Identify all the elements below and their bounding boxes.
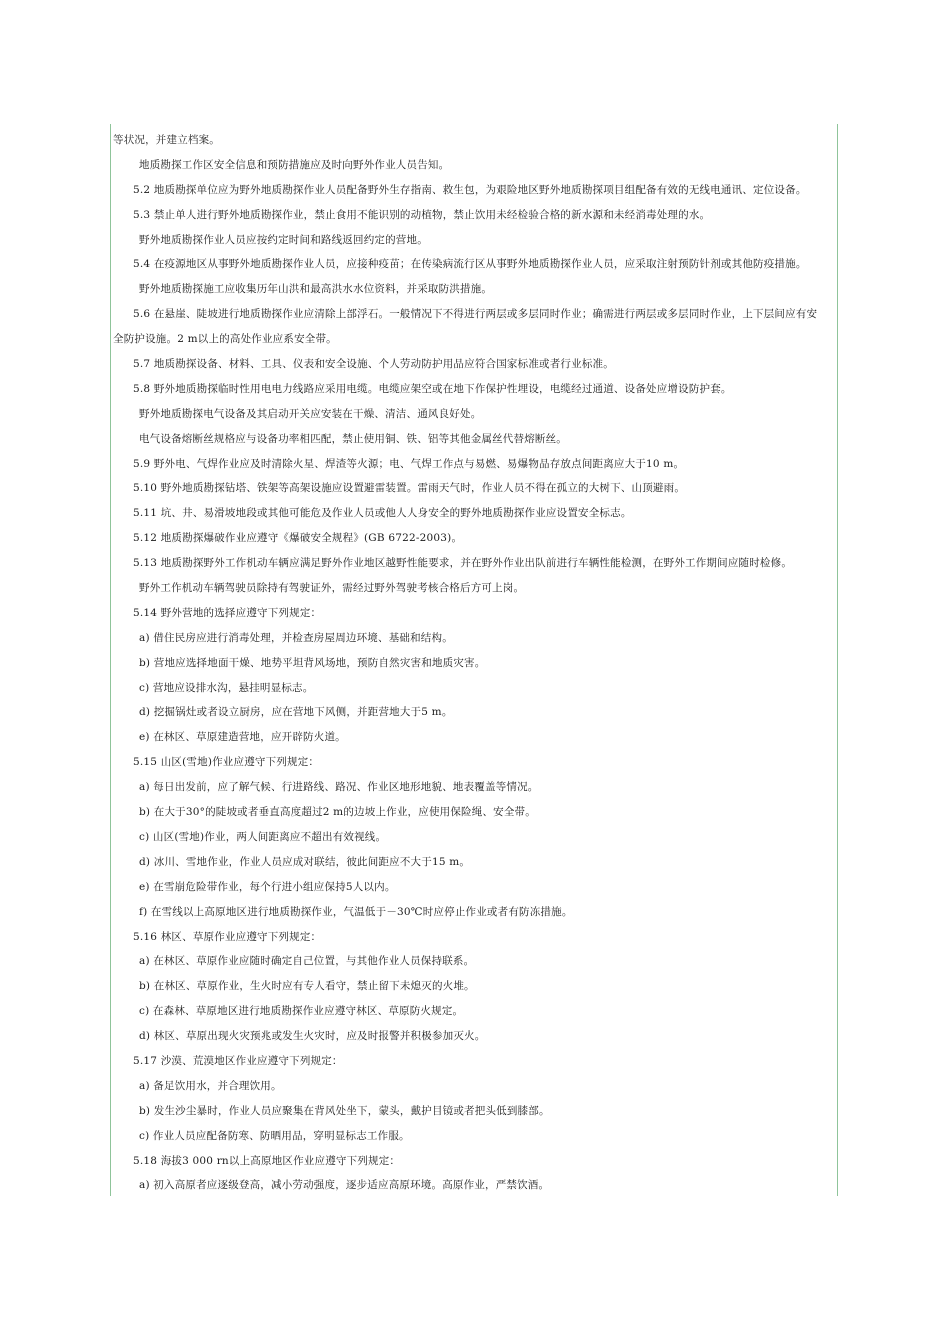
text-line: d) 挖掘锅灶或者设立厨房，应在营地下风侧，并距营地大于5 m。: [139, 706, 453, 719]
text-line: b) 在大于30°的陡坡或者垂直高度超过2 m的边坡上作业，应使用保险绳、安全带。: [139, 806, 536, 819]
text-line: d) 冰川、雪地作业，作业人员应成对联结，彼此间距应不大于15 m。: [139, 855, 471, 868]
text-line: 野外工作机动车辆驾驶员除持有驾驶证外，需经过野外驾驶考核合格后方可上岗。: [139, 582, 525, 595]
text-line: 5.13 地质勘探野外工作机动车辆应满足野外作业地区越野性能要求，并在野外作业出队前进行车辆性能检测，在野外工作期间应随时检修。: [133, 557, 793, 570]
text-line: 等状况，并建立档案。: [113, 134, 220, 146]
text-line: 5.14 野外营地的选择应遵守下列规定：: [133, 606, 322, 619]
text-line: 5.16 林区、草原作业应遵守下列规定：: [133, 930, 322, 943]
text-line: 5.2 地质勘探单位应为野外地质勘探作业人员配备野外生存指南、救生包，为艰险地区野外地质勘探项目组配备有效的无线电通讯、定位设备。: [133, 183, 807, 196]
text-line: c) 山区(雪地)作业，两人间距离应不超出有效视线。: [139, 830, 387, 843]
text-line: f) 在雪线以上高原地区进行地质勘探作业，气温低于－30℃时应停止作业或者有防冻措施。: [139, 905, 573, 918]
text-line: d) 林区、草原出现火灾预兆或发生火灾时，应及时报警并积极参加灭火。: [139, 1030, 486, 1043]
text-line: b) 在林区、草原作业，生火时应有专人看守，禁止留下未熄灭的火堆。: [139, 980, 475, 993]
document-body: [111, 124, 837, 1196]
text-line: 5.8 野外地质勘探临时性用电电力线路应采用电缆。电缆应架空或在地下作保护性埋设，电缆经过通道、设备处应增设防护套。: [133, 382, 732, 395]
text-line: 野外地质勘探施工应收集历年山洪和最高洪水水位资料，并采取防洪措施。: [139, 283, 493, 296]
text-line: 5.18 海拔3 000 rn以上高原地区作业应遵守下列规定：: [133, 1154, 401, 1167]
text-line: 5.3 禁止单人进行野外地质勘探作业，禁止食用不能识别的动植物，禁止饮用未经检验合格的新水源和未经消毒处理的水。: [133, 208, 711, 221]
text-line: 5.17 沙漠、荒漠地区作业应遵守下列规定：: [133, 1054, 343, 1067]
text-line: 5.12 地质勘探爆破作业应遵守《爆破安全规程》(GB 6722-2003)。: [133, 532, 463, 545]
text-line: b) 营地应选择地面干燥、地势平坦背风场地，预防自然灾害和地质灾害。: [139, 656, 486, 669]
text-line: a) 每日出发前，应了解气候、行进路线、路况、作业区地形地貌、地表覆盖等情况。: [139, 781, 539, 794]
text-line: c) 营地应设排水沟，悬挂明显标志。: [139, 681, 314, 694]
text-line: a) 在林区、草原作业应随时确定自己位置，与其他作业人员保持联系。: [139, 955, 475, 968]
text-line: b) 发生沙尘暴时，作业人员应聚集在背风处坐下，蒙头，戴护目镜或者把头低到膝部。: [139, 1104, 550, 1117]
text-line: 野外地质勘探作业人员应按约定时间和路线返回约定的营地。: [139, 233, 428, 246]
text-line: c) 作业人员应配备防寒、防晒用品，穿明显标志工作服。: [139, 1129, 410, 1142]
text-line: 5.9 野外电、气焊作业应及时清除火星、焊渣等火源；电、气焊工作点与易燃、易爆物品存放点间距离应大于10 m。: [133, 457, 685, 470]
text-line: 全防护设施。2 m以上的高处作业应系安全带。: [113, 333, 337, 346]
text-line: 5.10 野外地质勘探钻塔、铁架等高架设施应设置避雷装置。雷雨天气时，作业人员不得在孤立的大树下、山顶避雨。: [133, 482, 686, 495]
text-line: 5.11 坑、井、易滑坡地段或其他可能危及作业人员或他人人身安全的野外地质勘探作业应设置安全标志。: [133, 507, 632, 520]
text-line: a) 初入高原者应逐级登高，减小劳动强度，逐步适应高原环境。高原作业，严禁饮酒。: [139, 1179, 550, 1192]
text-line: e) 在林区、草原建造营地，应开辟防火道。: [139, 731, 346, 744]
text-line: 5.15 山区(雪地)作业应遵守下列规定：: [133, 756, 320, 769]
text-line: e) 在雪崩危险带作业，每个行进小组应保持5人以内。: [139, 880, 396, 893]
text-line: 野外地质勘探电气设备及其启动开关应安装在干燥、清洁、通风良好处。: [139, 407, 482, 420]
text-line: a) 借住民房应进行消毒处理，并检查房屋周边环境、基础和结构。: [139, 631, 453, 644]
document-page: [110, 124, 838, 1196]
text-line: c) 在森林、草原地区进行地质勘探作业应遵守林区、草原防火规定。: [139, 1005, 464, 1018]
text-line: 5.4 在疫源地区从事野外地质勘探作业人员，应接种疫苗；在传染病流行区从事野外地质勘探作业人员，应采取注射预防针剂或其他防疫措施。: [133, 258, 807, 271]
text-line: 地质勘探工作区安全信息和预防措施应及时向野外作业人员告知。: [139, 158, 450, 171]
text-line: 5.7 地质勘探设备、材料、工具、仪表和安全设施、个人劳动防护用品应符合国家标准或者行业标准。: [133, 358, 614, 371]
text-line: 电气设备熔断丝规格应与设备功率相匹配，禁止使用铜、铁、铝等其他金属丝代替熔断丝。: [139, 432, 567, 445]
text-line: 5.6 在悬崖、陡坡进行地质勘探作业应清除上部浮石。一般情况下不得进行两层或多层同时作业；确需进行两层或多层同时作业，上下层间应有安: [133, 308, 818, 321]
text-line: a) 备足饮用水，并合理饮用。: [139, 1079, 282, 1092]
